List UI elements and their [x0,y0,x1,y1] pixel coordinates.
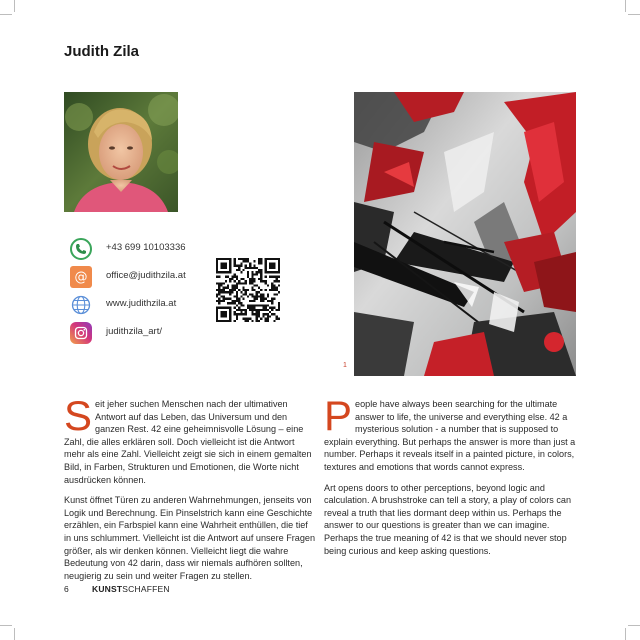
page-number: 6 [64,584,69,594]
contact-email[interactable] [70,266,210,288]
contact-website-text: www.judithzila.at [106,298,177,309]
globe-icon [70,294,92,316]
artwork-painting [354,92,576,376]
phone-icon [70,238,92,260]
magazine-name: KUNSTSCHAFFEN [92,584,170,594]
instagram-icon [70,322,92,344]
crop-mark [628,625,640,626]
text-column-german [64,392,316,590]
drop-cap: P [324,392,353,439]
contact-instagram[interactable] [70,322,210,344]
artwork-number: 1 [343,362,347,369]
qr-code[interactable] [216,258,280,322]
artist-portrait [64,92,178,212]
crop-mark [628,14,640,15]
text-column-english [324,392,576,565]
email-icon: @ [70,266,92,288]
contact-instagram-text: judithzila_art/ [106,326,162,337]
crop-mark [625,628,626,640]
crop-mark [0,14,12,15]
english-paragraph-2: Art opens doors to other perceptions, beyond logic and calculation. A brushstroke can tell a story, a play of colors can reveal a truth that lies dormant deep within us. Perhaps the answer to our questions is greater than we can imagine. Perhaps the true meaning of 42 is that we should never stop being curious and keep asking questions. [324,482,572,556]
german-paragraph-2: Kunst öffnet Türen zu anderen Wahrnehmungen, jenseits von Logik und Berechnung. Ein Pinselstrich kann eine Geschichte erzählen, ein Farbspiel kann eine Wahrheit enthüllen, die tief in uns schlummert. Vielleicht ist die Antwort auf unsere Fragen größer, als wir denken können. Vielleicht liegt die wahre Bedeutung von 42 darin, dass wir niemals aufhören sollten, neugierig zu sein und weiter Fragen zu stellen. [64,495,316,581]
contact-website[interactable] [70,294,210,316]
crop-mark [14,0,15,12]
english-paragraph-1: People have always been searching for the ultimate answer to life, the universe and everything else. 42 a mysterious solution - a number that is supposed to explain everything. But perhaps the answer is more than just a number. Perhaps it reveals itself in a painted picture, in colors, textures and emotions that words cannot express. [324,392,576,472]
artist-name: Judith Zila [64,43,139,60]
crop-mark [14,628,15,640]
drop-cap: S [64,392,93,439]
crop-mark [0,625,12,626]
contact-phone-text: +43 699 10103336 [106,242,186,253]
contact-phone[interactable] [70,238,210,260]
crop-mark [625,0,626,12]
german-paragraph-1: Seit jeher suchen Menschen nach der ultimativen Antwort auf das Leben, das Universum und den ganzen Rest. 42 eine geheimnisvolle Lösung – eine Zahl, die alles erklären soll. Doch vielleicht ist die Antwort mehr als eine Zahl. Vielleicht zeigt sie sich in einem gemalten Bild, in Farben, Strukturen und Emotionen, die Worte nicht ausdrücken können. [64,392,312,485]
contact-email-text: office@judithzila.at [106,270,186,281]
